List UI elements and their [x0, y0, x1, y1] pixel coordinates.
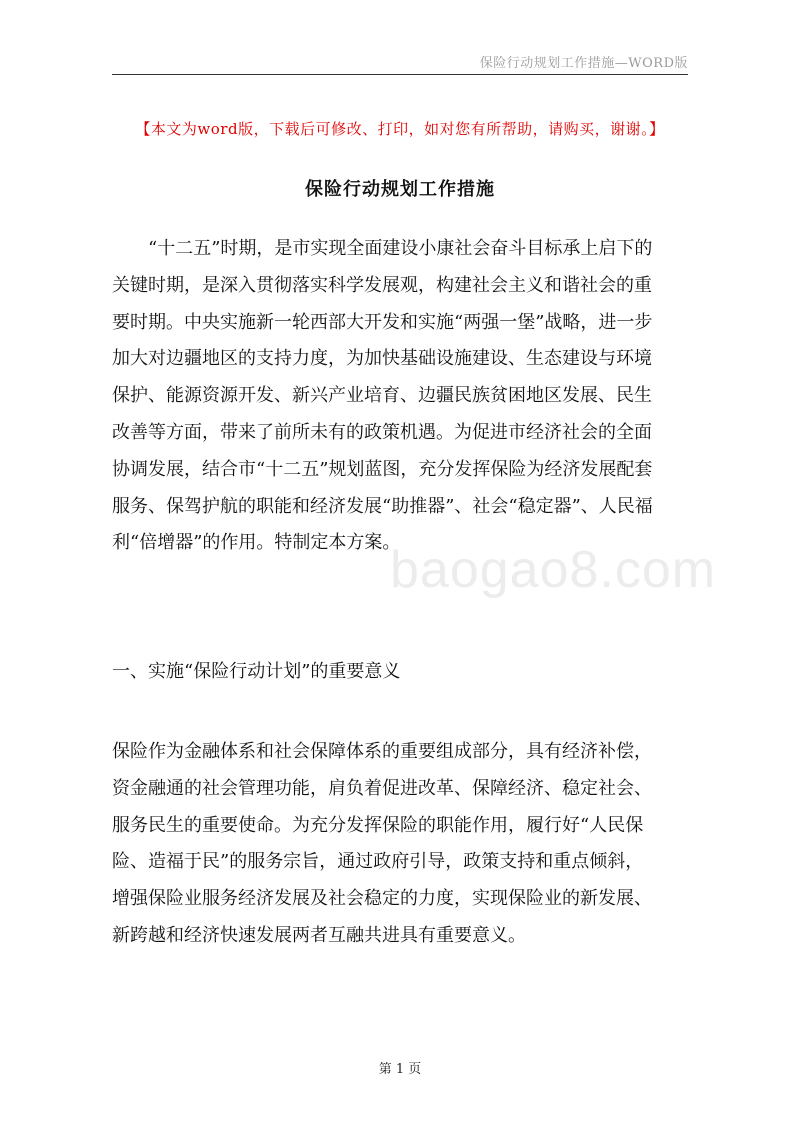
paragraph-intro	[112, 231, 692, 562]
text-line: 新跨越和经济快速发展两者互融共进具有重要意义。	[112, 924, 526, 946]
text-line: 险、造福于民”的服务宗旨，通过政府引导，政策支持和重点倾斜，	[112, 851, 644, 873]
text-line: 加大对边疆地区的支持力度，为加快基础设施建设、生态建设与环境	[112, 348, 652, 370]
text-line: 服务、保驾护航的职能和经济发展“助推器”、社会“稳定器”、人民福	[112, 495, 653, 517]
text-line: “十二五”时期，是市实现全面建设小康社会奋斗目标承上启下的	[112, 238, 653, 259]
text-line: 保护、能源资源开发、新兴产业培育、边疆民族贫困地区发展、民生	[112, 385, 652, 407]
text-line: 保险作为金融体系和社会保障体系的重要组成部分，具有经济补偿，	[112, 741, 652, 762]
section-heading	[112, 654, 692, 691]
text-line: 改善等方面，带来了前所未有的政策机遇。为促进市经济社会的全面	[112, 421, 652, 443]
section-heading-text: 一、实施“保险行动计划”的重要意义	[112, 661, 401, 682]
text-line: 增强保险业服务经济发展及社会稳定的力度，实现保险业的新发展、	[112, 888, 652, 910]
header-divider	[112, 74, 688, 75]
text-line: 利“倍增器”的作用。特制定本方案。	[112, 532, 401, 554]
document-title: 保险行动规划工作措施	[305, 179, 495, 200]
running-header: 保险行动规划工作措施—WORD版	[479, 56, 688, 71]
text-line: 关键时期，是深入贯彻落实科学发展观，构建社会主义和谐社会的重	[112, 274, 652, 296]
watermark: baogao8.com	[390, 541, 717, 599]
paragraph-significance	[112, 734, 692, 955]
text-line: 要时期。中央实施新一轮西部大开发和实施“两强一堡”战略，进一步	[112, 311, 653, 333]
text-line: 协调发展，结合市“十二五”规划蓝图，充分发挥保险为经济发展配套	[112, 458, 653, 480]
download-notice: 【本文为word版，下载后可修改、打印，如对您有所帮助，请购买，谢谢。】	[135, 120, 665, 138]
page-number: 第 1 页	[378, 1062, 422, 1077]
text-line: 资金融通的社会管理功能，肩负着促进改革、保障经济、稳定社会、	[112, 777, 652, 799]
text-line: 服务民生的重要使命。为充分发挥保险的职能作用，履行好“人民保	[112, 814, 644, 836]
